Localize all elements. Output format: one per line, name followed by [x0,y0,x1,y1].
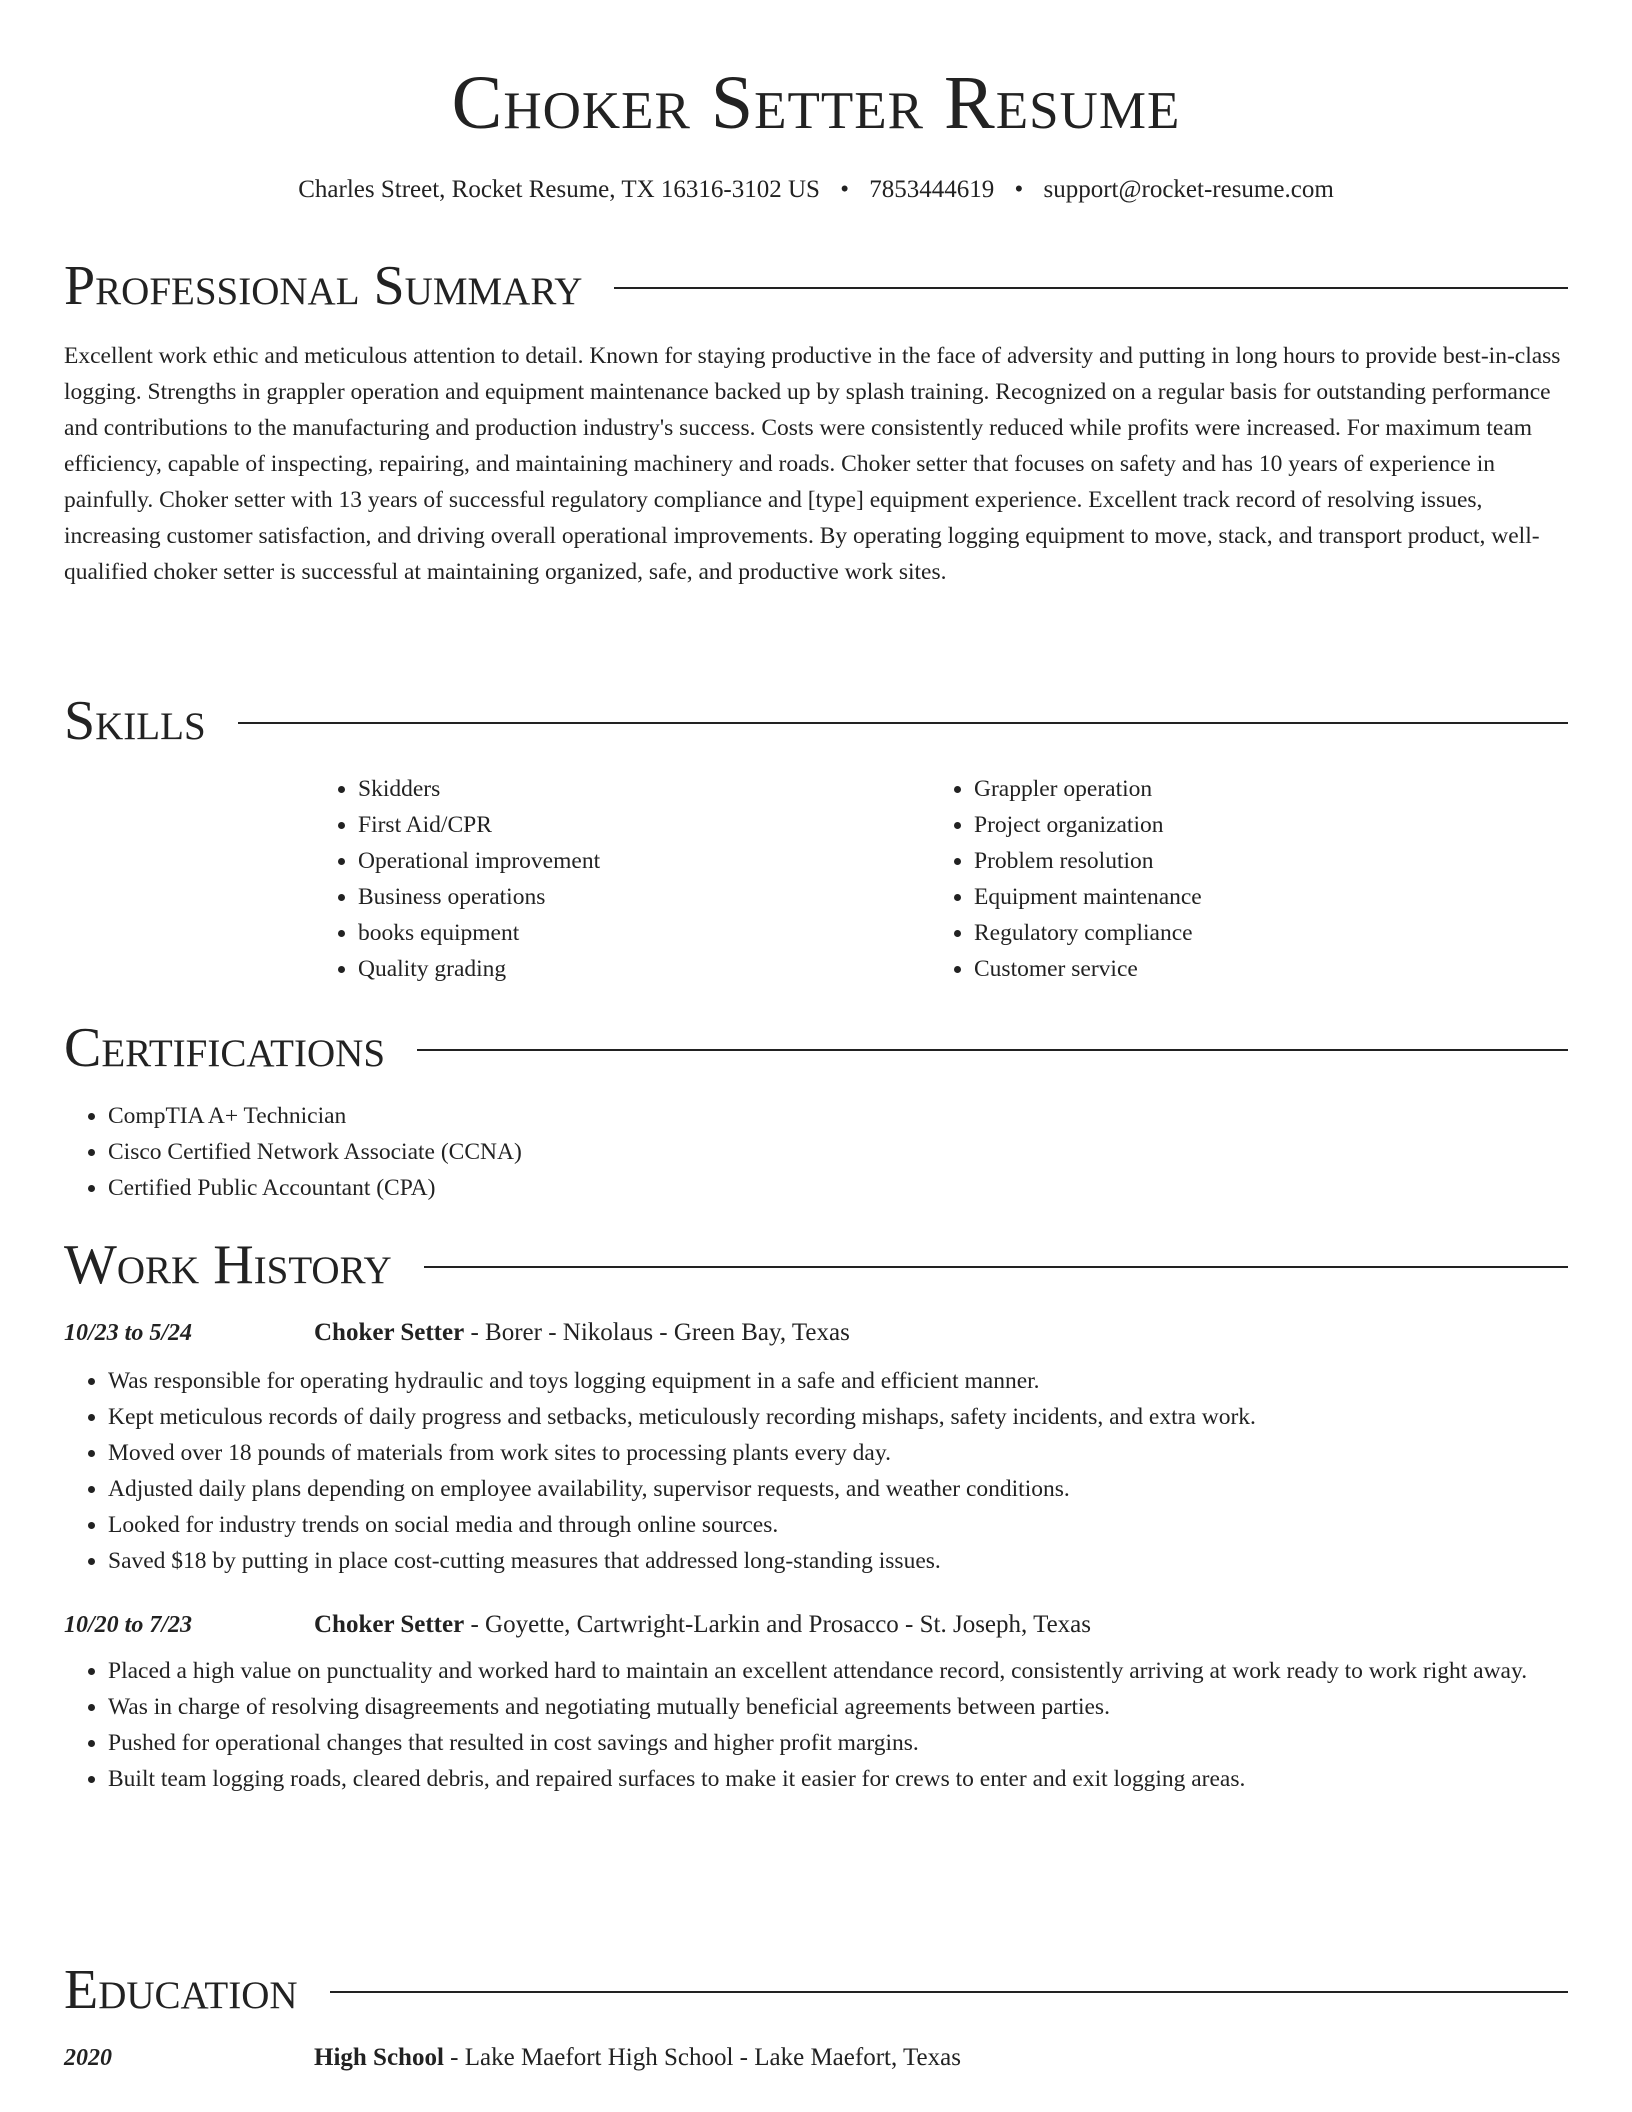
education-title-line [314,2044,961,2072]
section-heading-certifications: Certifications [64,1017,386,1079]
job-title: Choker Setter [314,1611,465,1638]
section-heading-summary: Professional Summary [64,255,583,317]
job-bullet: • Built team logging roads, cleared debris, and repaired surfaces to make it easier for crews to enter and exit logging areas. [108,1761,1568,1797]
education-entry [64,2044,1568,2072]
section-divider [238,722,1568,724]
contact-separator: • [1014,176,1024,203]
skill-item: • books equipment [358,915,930,951]
certifications-section [64,1016,1568,1206]
skill-item: • Skidders [358,771,930,807]
skills-list-left [314,771,930,987]
section-heading-education: Education [64,1959,298,2021]
job-bullet: • Moved over 18 pounds of materials from work sites to processing plants every day. [108,1435,1568,1471]
section-divider [424,1266,1568,1268]
section-divider [330,1991,1568,1993]
skill-item: • Equipment maintenance [974,879,1568,915]
education-date: 2020 [64,2045,112,2071]
skill-item: • Grappler operation [974,771,1568,807]
job-entry [64,1319,1568,1579]
job-title: Choker Setter [314,1319,465,1346]
skills-grid [314,771,1568,987]
job-bullets [64,1363,1568,1579]
job-header [64,1611,1568,1639]
skill-item: • Business operations [358,879,930,915]
education-title: High School [314,2044,444,2071]
job-date: 10/23 to 5/24 [64,1320,193,1346]
skill-item: • Operational improvement [358,843,930,879]
job-title-line [314,1319,850,1347]
section-header [64,254,1568,318]
resume-title: Choker Setter Resume [451,61,1181,145]
job-bullet: • Saved $18 by putting in place cost-cutting measures that addressed long-standing issues. [108,1543,1568,1579]
skill-item: • First Aid/CPR [358,807,930,843]
job-bullet: • Was responsible for operating hydraulic and toys logging equipment in a safe and efficient manner. [108,1363,1568,1399]
contact-line [64,174,1568,206]
job-bullet: • Pushed for operational changes that resulted in cost savings and higher profit margins. [108,1725,1568,1761]
education-detail: - Lake Maefort High School - Lake Maefort, Texas [443,2044,961,2071]
contact-phone: 7853444619 [869,176,995,203]
job-detail: - Borer - Nikolaus - Green Bay, Texas [464,1319,850,1346]
skill-item: • Quality grading [358,951,930,987]
section-header [64,1016,1568,1080]
summary-section [64,254,1568,590]
job-date: 10/20 to 7/23 [64,1612,193,1638]
skill-item: • Regulatory compliance [974,915,1568,951]
certification-item: • CompTIA A+ Technician [108,1098,1568,1134]
skill-item: • Project organization [974,807,1568,843]
certification-item: • Cisco Certified Network Associate (CCNA) [108,1134,1568,1170]
skill-item: • Problem resolution [974,843,1568,879]
job-bullet: • Placed a high value on punctuality and worked hard to maintain an excellent attendance record, consistently arriving at work ready to work right away. [108,1653,1568,1689]
job-header [64,1319,1568,1347]
job-bullet: • Kept meticulous records of daily progress and setbacks, meticulously recording mishaps, safety incidents, and extra work. [108,1399,1568,1435]
job-bullet: • Was in charge of resolving disagreements and negotiating mutually beneficial agreements between parties. [108,1689,1568,1725]
job-entry [64,1611,1568,1797]
section-header [64,1233,1568,1297]
section-divider [417,1049,1568,1051]
skills-list-right [930,771,1568,987]
section-divider [614,287,1568,289]
job-title-line [314,1611,1091,1639]
section-heading-skills: Skills [64,690,206,752]
section-header [64,1958,1568,2022]
section-header [64,689,1568,753]
certification-item: • Certified Public Accountant (CPA) [108,1170,1568,1206]
skills-section [64,689,1568,987]
summary-text: Excellent work ethic and meticulous attention to detail. Known for staying productive in the face of adversity and putting in long hours to provide best-in-class logging. Strengths in grappler operation and equipment maintenance backed up by splash training. Recognized on a regular basis for outstanding performance and contributions to the manufacturing and production industry's success. Costs were consistently reduced while profits were increased. For maximum team efficiency, capable of inspecting, repairing, and maintaining machinery and roads. Choker setter that focuses on safety and has 10 years of experience in painfully. Choker setter with 13 years of successful regulatory compliance and [type] equipment experience. Excellent track record of resolving issues, increasing customer satisfaction, and driving overall operational improvements. By operating logging equipment to move, stack, and transport product, well-qualified choker setter is successful at maintaining organized, safe, and productive work sites. [64,343,1561,585]
work-history-section [64,1233,1568,1797]
job-bullet: • Adjusted daily plans depending on employee availability, supervisor requests, and weather conditions. [108,1471,1568,1507]
certifications-list [64,1098,1568,1206]
contact-address: Charles Street, Rocket Resume, TX 16316-3102 US [298,176,820,203]
job-detail: - Goyette, Cartwright-Larkin and Prosacco - St. Joseph, Texas [464,1611,1092,1638]
job-bullets [64,1653,1568,1797]
education-section [64,1958,1568,2072]
section-heading-work-history: Work History [64,1234,392,1296]
skill-item: • Customer service [974,951,1568,987]
contact-email: support@rocket-resume.com [1043,176,1334,203]
job-bullet: • Looked for industry trends on social media and through online sources. [108,1507,1568,1543]
contact-separator: • [840,176,849,203]
